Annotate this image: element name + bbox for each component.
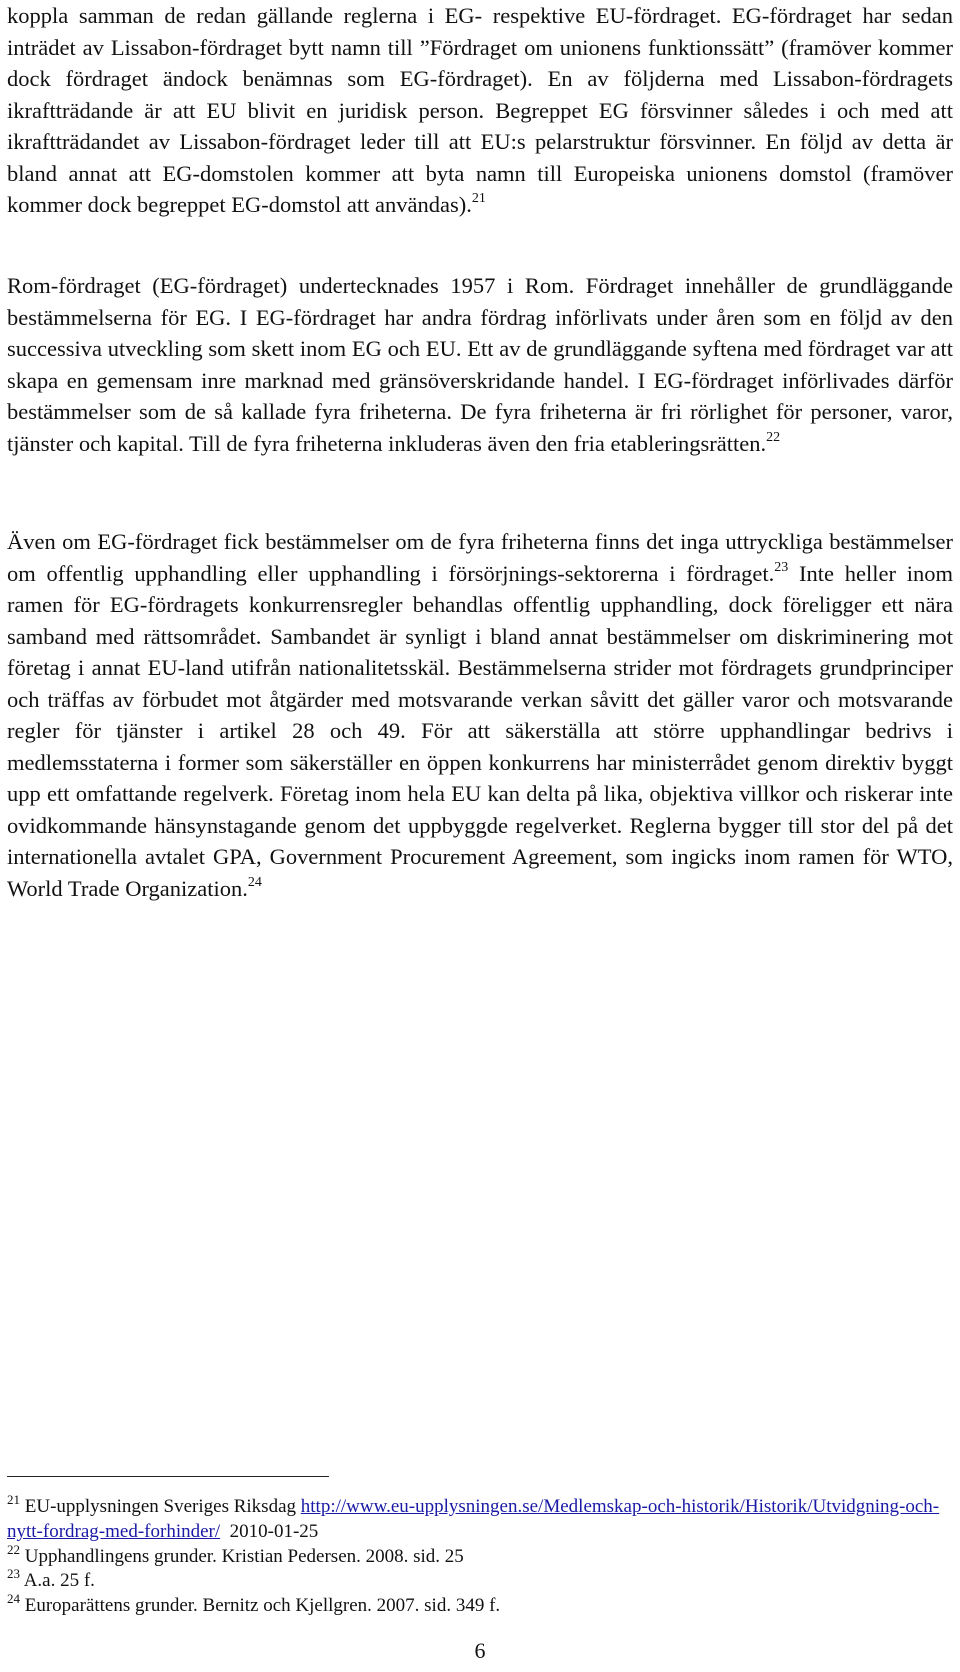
paragraph-text: Även om EG-fördraget fick bestämmelser om de fyra friheterna finns det inga uttryckliga bestämmelser om offentlig upphandling eller upphandling i försörjnings-sektorerna i fördraget. <box>7 529 953 586</box>
footnote-text: Upphandlingens grunder. Kristian Pedersen. 2008. sid. 25 <box>24 1546 464 1567</box>
paragraph-text: Rom-fördraget (EG-fördraget) undertecknades 1957 i Rom. Fördraget innehåller de grundläggande bestämmelserna för EG. I EG-fördraget har andra fördrag införlivats under åren som en följd av den successiva utveckling som skett inom EG och EU. Ett av de grundläggande syftena med fördraget var att skapa en gemensam inre marknad med gränsöverskridande handel. I EG-fördraget införlivades därför bestämmelser som de så kallade fyra friheterna. De fyra friheterna är fri rörlighet för personer, varor, tjänster och kapital. Till de fyra friheterna inkluderas även den fria etableringsrätten. <box>7 273 953 456</box>
footnote-reference[interactable]: 22 <box>766 429 781 445</box>
footnote-number: 21 <box>7 1492 20 1507</box>
footnote <box>7 1593 953 1618</box>
footnote-reference[interactable]: 23 <box>774 559 789 575</box>
paragraph-text: koppla samman de redan gällande reglerna i EG- respektive EU-fördraget. EG-fördraget har sedan inträdet av Lissabon-fördraget bytt namn till ”Fördraget om unionens funktionssätt” (framöver kommer dock fördraget ändock benämnas som EG-fördraget). En av följderna med Lissabon-fördragets ikraftträdande är att EU blivit en juridisk person. Begreppet EG försvinner således i och med att ikraftträdandet av Lissabon-fördraget leder till att EU:s pelarstruktur försvinner. En följd av detta är bland annat att EG-domstolen kommer att byta namn till Europeiska unionens domstol (framöver kommer dock begreppet EG-domstol att användas). <box>7 3 953 217</box>
body-paragraph <box>7 270 953 459</box>
footnote <box>7 1544 953 1569</box>
footnote <box>7 1568 953 1593</box>
paragraph-text: Inte heller inom ramen för EG-fördragets konkurrensregler behandlas offentlig upphandling, dock föreligger ett nära samband med rättsområdet. Sambandet är synligt i bland annat bestämmelser om diskriminering mot företag i annat EU-land utifrån nationalitetsskäl. Bestämmelserna strider mot fördragets grundprinciper och träffas av förbudet mot åtgärder med motsvarande verkan såvitt det gäller varor och motsvarande regler för tjänster i artikel 28 och 49. För att säkerställa att större upphandlingar bedrivs i medlemsstaterna i former som säkerställer en öppen konkurrens har ministerrådet genom direktiv byggt upp ett omfattande regelverk. Företag inom hela EU kan delta på lika, objektiva villkor och riskerar inte ovidkommande hänsynstagande genom det uppbyggde regelverket. Reglerna bygger till stor del på det internationella avtalet GPA, Government Procurement Agreement, som ingicks inom ramen för WTO, World Trade Organization. <box>7 560 953 901</box>
footnote <box>7 1494 953 1544</box>
page-number: 6 <box>474 1638 486 1663</box>
footnote-divider <box>7 1476 329 1477</box>
body-paragraph <box>7 0 953 221</box>
footnote-link[interactable]: http://www.eu-upplysningen.se/Medlemskap-och-historik/Historik/Utvidgning-och-nytt-fordrag-med-forhinder/ <box>7 1496 940 1542</box>
footnote-number: 23 <box>7 1566 20 1581</box>
body-paragraph <box>7 526 953 904</box>
footnote-text: A.a. 25 f. <box>23 1570 95 1591</box>
footnote-reference[interactable]: 21 <box>471 191 486 206</box>
footnote-text: EU-upplysningen Sveriges Riksdag <box>24 1496 301 1517</box>
footnote-number: 24 <box>7 1591 20 1606</box>
footnote-text: Europarättens grunder. Bernitz och Kjellgren. 2007. sid. 349 f. <box>24 1595 501 1616</box>
footnote-reference[interactable]: 24 <box>247 874 262 890</box>
footnote-date: 2010-01-25 <box>220 1521 319 1542</box>
footnote-number: 22 <box>7 1542 20 1557</box>
